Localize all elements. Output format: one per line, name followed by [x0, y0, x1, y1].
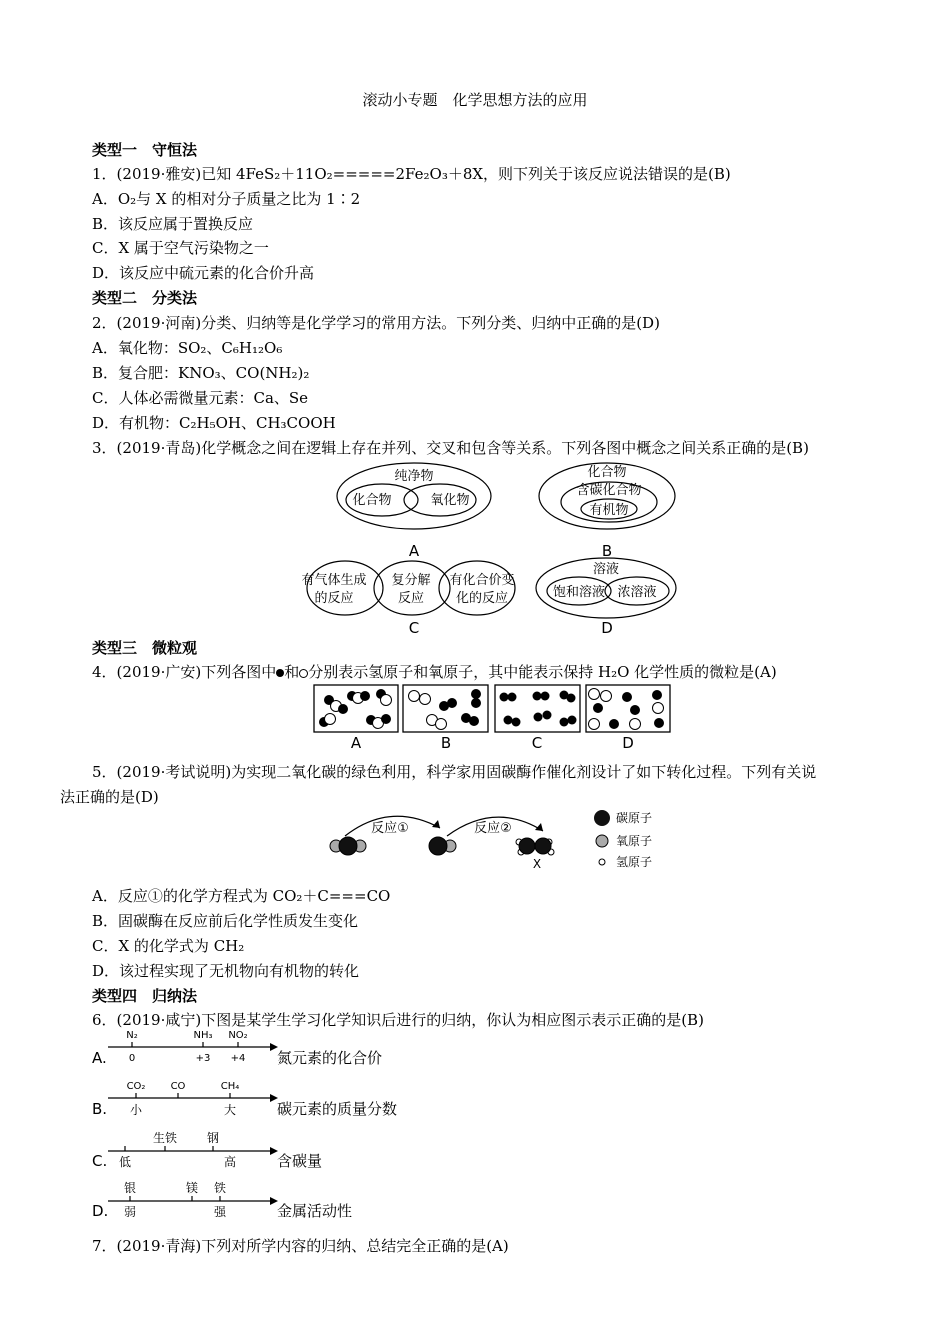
q6-number-lines	[0, 1028, 950, 1228]
venn-a-caption: A	[408, 542, 420, 560]
q6-a-top-1: NH₃	[193, 1030, 213, 1041]
section-heading-2: 类型二 分类法	[92, 289, 198, 307]
venn-b-inner-label: 有机物	[589, 503, 629, 518]
page-title: 滚动小专题 化学思想方法的应用	[362, 91, 588, 109]
section-heading-4: 类型四 归纳法	[92, 987, 198, 1005]
venn-b-caption: B	[601, 542, 613, 560]
section-heading-1: 类型一 守恒法	[92, 141, 198, 159]
q1-stem: 1．(2019·雅安)已知 4FeS₂＋11O₂=====2Fe₂O₃＋8X，则下列关于该反应说法错误的是(B)	[92, 165, 731, 183]
x-label: X	[532, 857, 542, 871]
venn-c-right-label-1: 有化合价变	[449, 573, 515, 588]
q1-option-b: B．该反应属于置换反应	[92, 215, 254, 233]
q4-label-d: D	[622, 734, 634, 752]
venn-c-right-label-2: 化的反应	[455, 591, 509, 606]
q6-d-caption: 金属活动性	[277, 1202, 353, 1220]
venn-a-right-label: 氧化物	[430, 493, 470, 508]
q4-stem-b: 和	[284, 663, 300, 681]
q4-label-b: B	[440, 734, 452, 752]
q6-b-top-1: CO	[170, 1081, 186, 1092]
q6-d-bottom-1: 强	[213, 1205, 227, 1219]
q1-option-c: C．X 属于空气污染物之一	[92, 239, 269, 257]
venn-b-outer-label: 化合物	[587, 465, 627, 480]
oxygen-atom-icon	[596, 835, 608, 847]
legend-oxygen: 氧原子	[616, 834, 653, 848]
q5-option-a: A．反应①的化学方程式为 CO₂＋C===CO	[92, 887, 391, 905]
q6-c-top-1: 钢	[206, 1131, 220, 1145]
venn-d-left-label: 饱和溶液	[552, 585, 606, 600]
q6-d-top-0: 银	[123, 1181, 137, 1195]
q5-option-b: B．固碳酶在反应前后化学性质发生变化	[92, 912, 359, 930]
q5-option-d: D．该过程实现了无机物向有机物的转化	[92, 962, 360, 980]
venn-d-outer-label: 溶液	[592, 562, 620, 577]
q6-a-top-0: N₂	[126, 1030, 138, 1041]
q6-opt-a: A.	[92, 1049, 107, 1067]
q3-stem: 3．(2019·青岛)化学概念之间在逻辑上存在并列、交叉和包含等关系。下列各图中概念之间关系正确的是(B)	[92, 439, 809, 457]
legend-carbon: 碳原子	[616, 811, 653, 825]
q6-a-bottom-1: +3	[195, 1053, 211, 1064]
venn-d-caption: D	[601, 619, 613, 637]
q7-stem: 7．(2019·青海)下列对所学内容的归纳、总结完全正确的是(A)	[92, 1237, 509, 1255]
venn-c-left-label-2: 的反应	[314, 591, 354, 606]
q6-a-caption: 氮元素的化合价	[277, 1049, 383, 1067]
q1-option-a: A．O₂与 X 的相对分子质量之比为 1∶2	[92, 190, 361, 208]
q6-b-top-2: CH₄	[220, 1081, 240, 1092]
q5-stem-line1: 5．(2019·考试说明)为实现二氧化碳的绿色利用，科学家用固碳酶作催化剂设计了如下转化过程。下列有关说	[92, 763, 817, 781]
q5-option-c: C．X 的化学式为 CH₂	[92, 937, 245, 955]
q2-option-b: B．复合肥：KNO₃、CO(NH₂)₂	[92, 364, 310, 382]
q6-opt-d: D.	[92, 1202, 109, 1220]
venn-d-right-label: 浓溶液	[617, 585, 657, 600]
q2-option-c: C．人体必需微量元素：Ca、Se	[92, 389, 309, 407]
q6-opt-c: C.	[92, 1152, 108, 1170]
q4-label-c: C	[531, 734, 543, 752]
q4-label-a: A	[350, 734, 362, 752]
q6-c-bottom-0: 低	[118, 1155, 132, 1169]
q4-particle-boxes	[0, 684, 950, 754]
q1-option-d: D．该反应中硫元素的化合价升高	[92, 264, 315, 282]
q6-stem: 6．(2019·咸宁)下图是某学生学习化学知识后进行的归纳，你认为相应图示表示正确的是(B)	[92, 1011, 704, 1029]
venn-c-mid-label-2: 反应	[397, 591, 425, 606]
q5-reaction-diagram	[0, 806, 950, 876]
q6-b-bottom-0: 小	[129, 1103, 143, 1117]
q2-stem: 2．(2019·河南)分类、归纳等是化学学习的常用方法。下列分类、归纳中正确的是(D)	[92, 314, 660, 332]
section-heading-3: 类型三 微粒观	[92, 639, 198, 657]
q6-c-caption: 含碳量	[277, 1152, 323, 1170]
q6-opt-b: B.	[92, 1100, 108, 1118]
hydrogen-atom-icon	[276, 669, 284, 677]
venn-c-left-label-1: 有气体生成	[301, 573, 367, 588]
q6-b-caption: 碳元素的质量分数	[277, 1100, 398, 1118]
hydrogen-atom-icon	[599, 859, 605, 865]
carbon-atom-icon	[594, 810, 610, 826]
q3-venn-diagrams	[0, 460, 950, 640]
q6-b-bottom-1: 大	[223, 1103, 237, 1117]
q6-c-top-0: 生铁	[152, 1131, 178, 1145]
legend-hydrogen: 氢原子	[616, 855, 653, 869]
reaction2-label: 反应②	[474, 821, 512, 836]
q6-a-top-2: NO₂	[228, 1030, 248, 1041]
venn-a-outer-label: 纯净物	[394, 469, 434, 484]
oxygen-atom-icon	[299, 669, 308, 678]
q6-a-bottom-0: 0	[128, 1053, 136, 1064]
q5-stem-line2: 法正确的是(D)	[60, 788, 159, 806]
venn-c-caption: C	[408, 619, 420, 637]
q6-b-top-0: CO₂	[126, 1081, 146, 1092]
venn-c-left	[307, 561, 383, 615]
q6-a-bottom-2: +4	[230, 1053, 246, 1064]
q4-stem-c: 分别表示氢原子和氧原子，其中能表示保持 H₂O 化学性质的微粒是(A)	[308, 663, 777, 681]
q4-stem-a: 4．(2019·广安)下列各图中	[92, 663, 277, 681]
q2-option-a: A．氧化物：SO₂、C₆H₁₂O₆	[92, 339, 283, 357]
q2-option-d: D．有机物：C₂H₅OH、CH₃COOH	[92, 414, 336, 432]
venn-b-mid-label: 含碳化合物	[576, 483, 642, 498]
q6-d-top-1: 镁	[185, 1181, 199, 1195]
q6-d-top-2: 铁	[213, 1181, 227, 1195]
q6-c-bottom-1: 高	[223, 1155, 237, 1169]
venn-a-left-label: 化合物	[352, 493, 392, 508]
q6-d-bottom-0: 弱	[123, 1205, 137, 1219]
q4-stem	[92, 662, 777, 682]
reaction1-label: 反应①	[371, 821, 409, 836]
venn-c-mid-label-1: 复分解	[391, 573, 431, 588]
